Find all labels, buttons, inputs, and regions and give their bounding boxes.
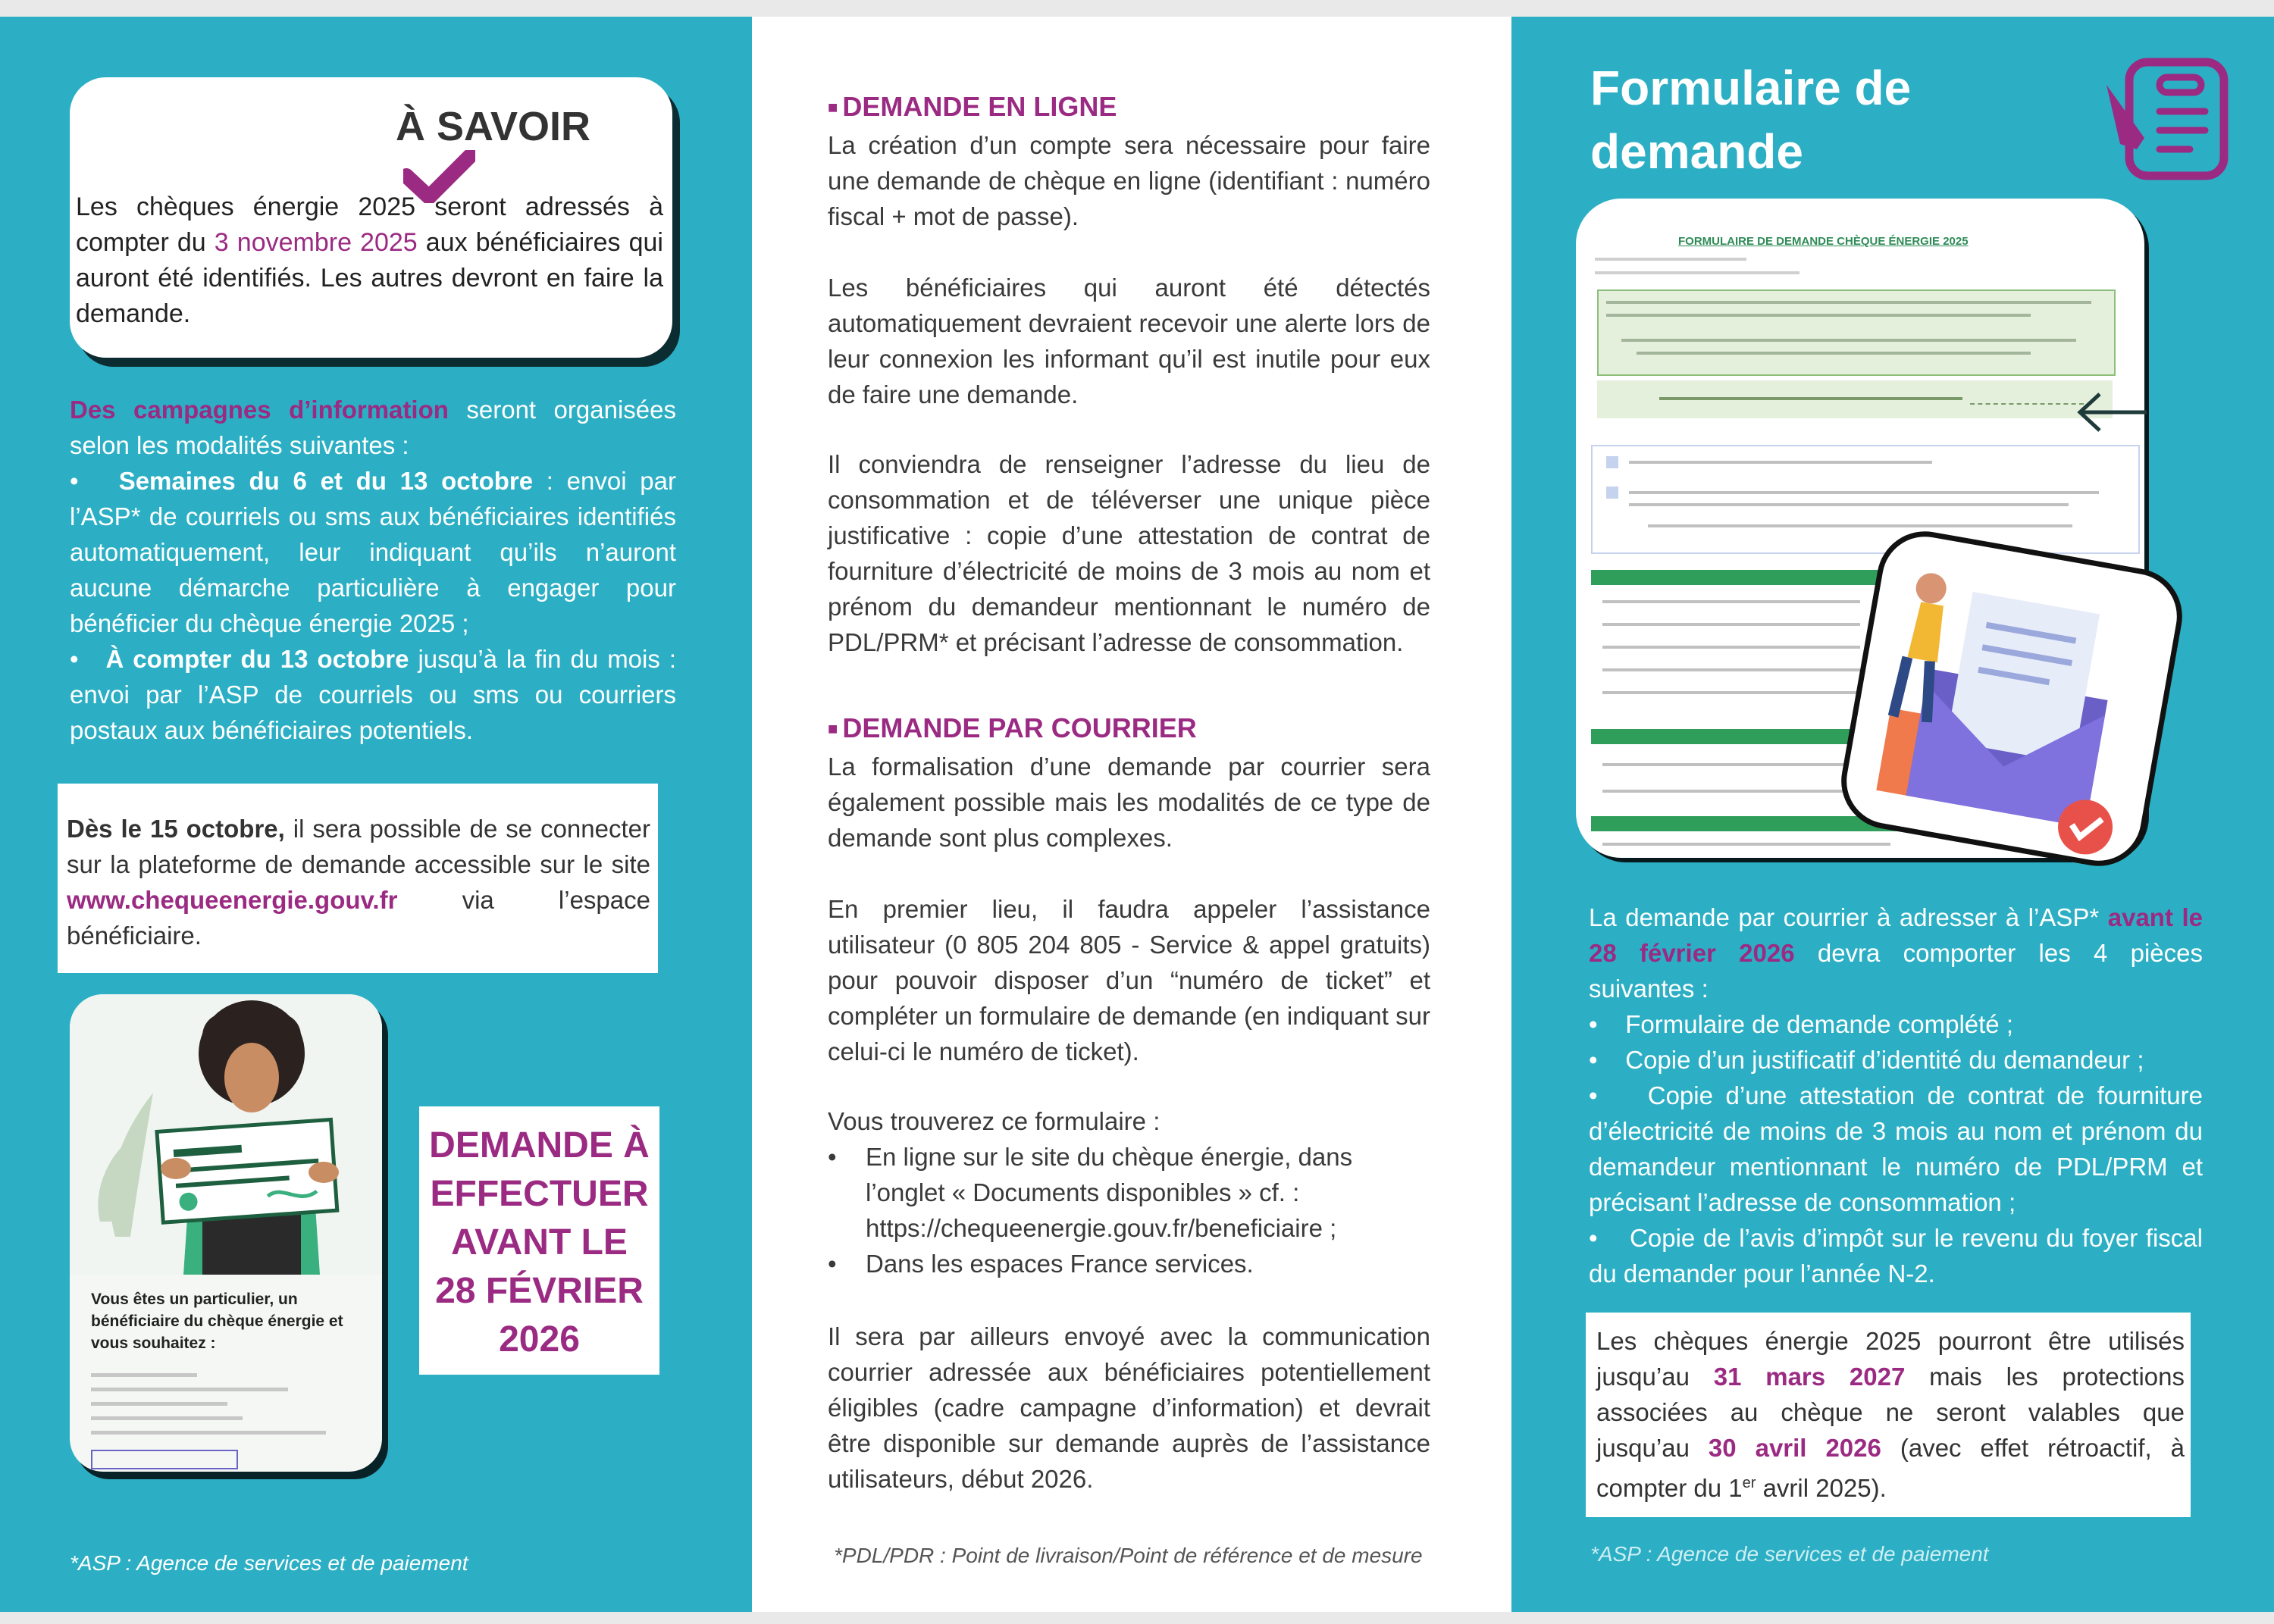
demande-par-courrier-heading: ■ DEMANDE PAR COURRIER — [828, 712, 1197, 743]
demande-deadline-box: DEMANDE À EFFECTUER AVANT LE 28 FÉVRIER 2026 — [419, 1106, 659, 1375]
list-item: • Formulaire de demande complété ; — [1589, 1010, 2013, 1038]
paragraph: Il sera par ailleurs envoyé avec la communication courrier adressée aux bénéficiaires potentiellement éligibles (cadre campagne d’information) et devrait être disponible sur demande auprès de l’assistance utilisateurs, début 2026. — [828, 1322, 1430, 1493]
left-panel — [0, 17, 752, 1612]
formulaire-title: Formulaire de demande — [1590, 61, 1912, 179]
a-savoir-box — [70, 77, 672, 358]
paragraph: La formalisation d’une demande par courrier sera également possible mais les modalités de ce type de demande sont plus complexes. — [828, 753, 1430, 852]
form-document-icon — [2099, 55, 2235, 187]
demande-en-ligne-heading: ■ DEMANDE EN LIGNE — [828, 91, 1117, 122]
campagnes-section: Des campagnes d’information seront organisées selon les modalités suivantes : • Semaines du 6 et du 13 octobre : envoi par l’ASP* de courriels ou sms aux bénéficiaires identifiés automatiquement, leur indiquant qu’ils n’auront aucune démarche particulière à engager pour bénéficier du chèque énergie 2025 ; • À compter du 13 octobre jusqu’à la fin du mois : envoi par l’ASP de courriels ou sms ou courriers postaux aux bénéficiaires potentiels. — [70, 392, 676, 748]
paragraph: En premier lieu, il faudra appeler l’assistance utilisateur (0 805 204 805 - Service & appel gratuits) pour pouvoir disposer d’un “numéro de ticket” et compléter un formulaire de demande (en indiquant sur celui-ci le numéro de ticket). — [828, 895, 1430, 1065]
envelope-illustration — [1834, 524, 2190, 873]
list-item: • Dans les espaces France services. — [828, 1250, 1254, 1278]
list-item: • Copie d’un justificatif d’identité du demandeur ; — [1589, 1046, 2144, 1074]
des-le-text: Dès le 15 octobre, il sera possible de se connecter sur la plateforme de demande accessible sur le site www.chequeenergie.gouv.fr via l’espace bénéficiaire. — [67, 815, 650, 950]
paragraph: Il conviendra de renseigner l’adresse du lieu de consommation et de téléverser une unique pièce justificative : copie d’une attestation de contrat de fourniture d’électricité de moins de 3 mois au nom et prénom du demandeur mentionnant le numéro de PDL/PRM* et précisant l’adresse de consommation. — [828, 450, 1430, 656]
middle-footnote: *PDL/PDR : Point de livraison/Point de référence et de mesure — [834, 1544, 1423, 1567]
a-savoir-title: À SAVOIR — [396, 103, 672, 207]
person-with-cheque-illustration — [70, 994, 382, 1275]
chequeenergie-link[interactable]: www.chequeenergie.gouv.fr — [67, 886, 398, 914]
validity-text: Les chèques énergie 2025 pourront être utilisés jusqu’au 31 mars 2027 mais les protections associées au chèque ne seront valables que jusqu’au 30 avril 2026 (avec effet rétroactif, à compter du 1er avril 2025). — [1596, 1327, 2185, 1502]
middle-panel — [752, 17, 1511, 1612]
right-footnote: *ASP : Agence de services et de paiement — [1590, 1542, 1989, 1566]
paragraph: Les bénéficiaires qui auront été détectés automatiquement devraient recevoir une alerte lors de leur connexion les informant qu’il est inutile pour eux de faire une demande. — [828, 274, 1430, 408]
arrow-left-icon — [2072, 390, 2148, 435]
list-item: • Copie d’une attestation de contrat de fourniture d’électricité de moins de 3 mois au nom et prénom du demandeur mentionnant le numéro de PDL/PRM et précisant l’adresse de consommation ; — [1589, 1081, 2203, 1216]
right-text: La demande par courrier à adresser à l’ASP* avant le 28 février 2026 devra comporter les 4 pièces suivantes : • Formulaire de demande complété ; • Copie d’un justificatif d’identité du demandeur ; • Copie d’une attestation de contrat de fourniture d’électricité de moins de 3 mois au nom et prénom du demandeur mentionnant le numéro de PDL/PRM et précisant l’adresse de consommation ; • Copie de l’avis d’impôt sur le revenu du foyer fiscal du demander pour l’année N-2. — [1589, 900, 2203, 1291]
card-list-decoration — [91, 1373, 341, 1469]
list-item: • En ligne sur le site du chèque énergie, dans l’onglet « Documents disponibles » cf. : https://chequeenergie.gouv.fr/beneficiaire ; — [828, 1143, 1353, 1242]
promo-card — [70, 994, 382, 1472]
list-item: • À compter du 13 octobre jusqu’à la fin du mois : envoi par l’ASP de courriels ou sms ou courriers postaux aux bénéficiaires potentiels. — [70, 645, 677, 744]
left-footnote: *ASP : Agence de services et de paiement — [70, 1551, 468, 1575]
validity-box — [1586, 1313, 2191, 1517]
list-item: • Semaines du 6 et du 13 octobre : envoi par l’ASP* de courriels ou sms aux bénéficiaires identifiés automatiquement, leur indiquant qu’ils n’auront aucune démarche particulière à engager pour bénéficier du chèque énergie 2025 ; — [70, 467, 676, 637]
right-panel — [1511, 17, 2274, 1612]
paragraph: Vous trouverez ce formulaire : — [828, 1107, 1160, 1135]
paragraph: La création d’un compte sera nécessaire pour faire une demande de chèque en ligne (identifiant : numéro fiscal + mot de passe). — [828, 131, 1430, 230]
form-header: FORMULAIRE DE DEMANDE CHÈQUE ÉNERGIE 2025 — [1678, 235, 1969, 248]
a-savoir-text: Les chèques énergie 2025 seront adressés à compter du 3 novembre 2025 aux bénéficiaires qui auront été identifiés. Les autres devront en faire la demande. — [76, 192, 663, 328]
card-text: Vous êtes un particulier, un bénéficiaire du chèque énergie et vous souhaitez : — [91, 1291, 343, 1352]
des-le-box — [58, 784, 658, 973]
list-item: • Copie de l’avis d’impôt sur le revenu du foyer fiscal du demander pour l’année N-2. — [1589, 1224, 2203, 1288]
